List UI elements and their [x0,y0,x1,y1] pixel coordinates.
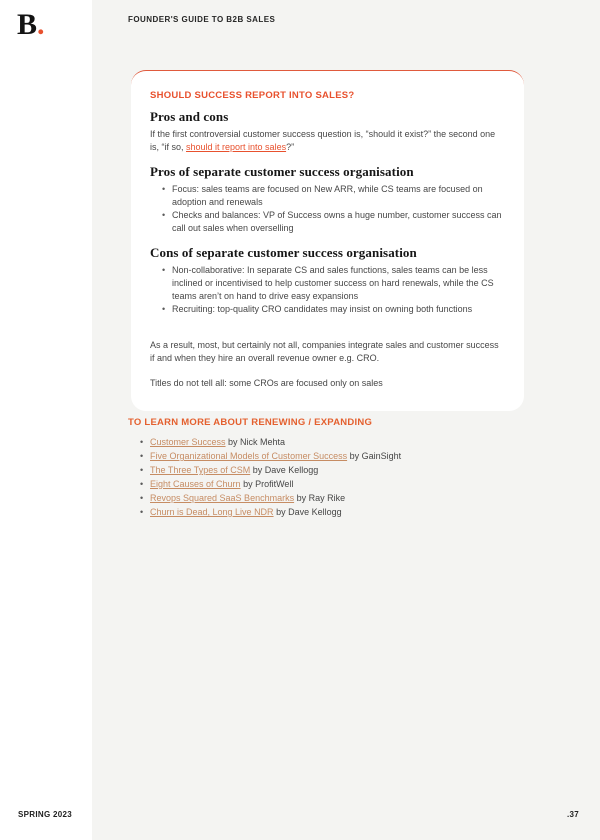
bullet-item: • Recruiting: top-quality CRO candidates may insist on owning both functions [150,303,504,316]
intro-paragraph [150,128,504,154]
resource-attribution: by GainSight [347,451,402,461]
resource-item [128,435,528,449]
resource-item [128,477,528,491]
resource-link[interactable]: Churn is Dead, Long Live NDR [150,507,274,517]
resource-link[interactable]: Five Organizational Models of Customer Success [150,451,348,461]
card-title: SHOULD SUCCESS REPORT INTO SALES? [150,90,355,101]
resource-item [128,449,528,463]
resource-attribution: by ProfitWell [240,479,294,489]
pros-and-cons-heading: Pros and cons [150,109,229,124]
cons-heading: Cons of separate customer success organisation [150,245,417,260]
resource-item [128,463,528,477]
resources-section [128,417,528,519]
document-title: FOUNDER'S GUIDE TO B2B SALES [128,15,276,24]
report-into-sales-link[interactable]: should it report into sales [186,142,287,152]
resource-attribution: by Dave Kellogg [273,507,342,517]
footer-season: SPRING 2023 [18,810,72,819]
resource-link[interactable]: Eight Causes of Churn [150,479,241,489]
intro-text-before: If the first controversial customer success question is, “should it exist?” the second one is, “if so, [150,129,496,152]
brand-logo [17,10,45,40]
bullet-item: • Checks and balances: VP of Success owns a huge number, customer success can call out sales when overselling [150,209,504,235]
pros-heading: Pros of separate customer success organisation [150,164,414,179]
left-margin-strip [0,0,92,840]
resource-link[interactable]: The Three Types of CSM [150,465,251,475]
resource-item [128,491,528,505]
resource-list [128,435,528,519]
info-card [131,70,524,411]
bullet-item: • Focus: sales teams are focused on New ARR, while CS teams are focused on adoption and renewals [150,183,504,209]
resource-attribution: by Nick Mehta [225,437,286,447]
cons-bullet-list [150,264,504,316]
resource-link[interactable]: Customer Success [150,437,226,447]
outro-paragraph-2: Titles do not tell all: some CROs are focused only on sales [150,378,383,388]
outro-paragraph-1: As a result, most, but certainly not all, companies integrate sales and customer success if and when they hire an overall revenue owner e.g. CRO. [150,340,499,363]
resources-heading: TO LEARN MORE ABOUT RENEWING / EXPANDING [128,417,373,428]
brand-dot: . [37,8,45,41]
intro-text-after: ?” [286,142,295,152]
resource-item [128,505,528,519]
pros-bullet-list [150,183,504,235]
brand-letter: B [17,8,38,41]
footer-page-number: .37 [566,810,579,819]
resource-link[interactable]: Revops Squared SaaS Benchmarks [150,493,295,503]
bullet-item: • Non-collaborative: In separate CS and sales functions, sales teams can be less inclined or incentivised to help customer success on hard renewals, while the CS teams aren’t on hand to drive easy expansions [150,264,504,303]
resource-attribution: by Dave Kellogg [250,465,319,475]
resource-attribution: by Ray Rike [294,493,346,503]
spacer [150,326,504,339]
